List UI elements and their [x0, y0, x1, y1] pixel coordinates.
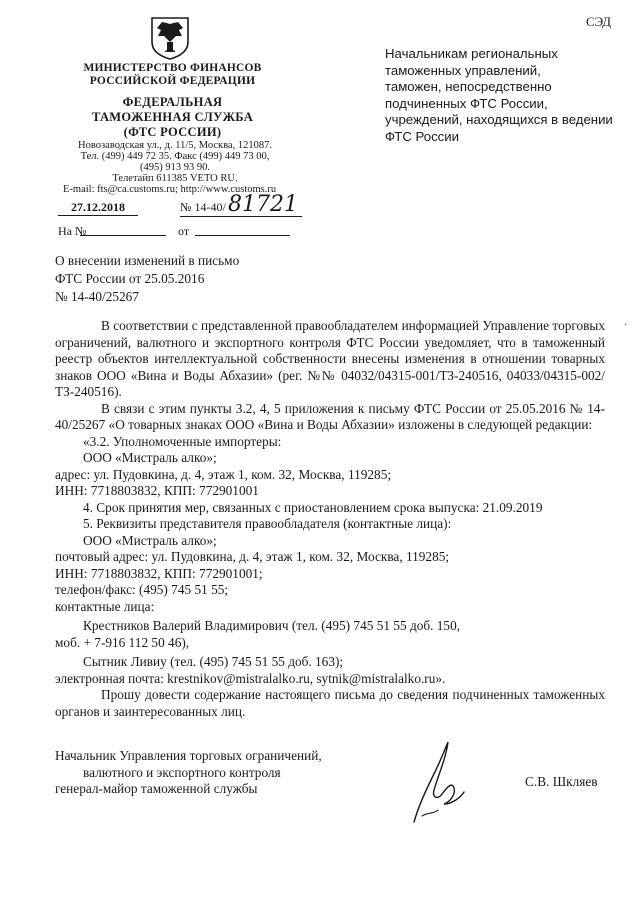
item-3-2-address: адрес: ул. Пудовкина, д. 4, этаж 1, ком. 32, Москва, 119285;	[55, 466, 392, 482]
margin-mark: '	[625, 322, 627, 332]
sender-organization	[60, 62, 285, 140]
address-line-2: Тел. (499) 449 72 35. Факс (499) 449 73 00,	[80, 151, 270, 162]
registration-number-handwritten: 81721	[228, 192, 298, 217]
item-3-2-heading: «3.2. Уполномоченные импортеры:	[83, 433, 282, 449]
address-line-3: (495) 913 93 90.	[140, 162, 210, 173]
signatory-title-line-3: генерал-майор таможенной службы	[55, 781, 258, 796]
recipient-line-6: ФТС России	[385, 128, 459, 144]
registration-number-prefix: № 14-40/	[180, 200, 226, 214]
item-4: 4. Срок принятия мер, связанных с приостановлением срока выпуска: 21.09.2019	[83, 499, 543, 515]
number-underline	[180, 216, 302, 217]
subject-line-1: О внесении изменений в письмо	[55, 253, 240, 268]
item-5-heading: 5. Реквизиты представителя правообладателя (контактные лица):	[83, 516, 452, 531]
letter-subject	[55, 252, 239, 306]
address-line-4: Телетайп 611385 VETO RU.	[112, 173, 238, 184]
signatory-title-line-2: валютного и экспортного контроля	[83, 764, 281, 780]
item-5-phone: телефон/факс: (495) 745 51 55;	[55, 582, 229, 597]
sender-address	[55, 140, 295, 195]
subject-line-3: № 14-40/25267	[55, 289, 139, 304]
reference-number-line	[80, 235, 166, 236]
sed-mark: СЭД	[586, 14, 612, 29]
item-3-2-company: ООО «Мистраль алко»;	[83, 450, 217, 465]
signatory-name: С.В. Шкляев	[525, 774, 598, 789]
item-5-contacts-label: контактные лица:	[55, 598, 155, 614]
item-5-inn: ИНН: 7718803832, КПП: 772901001;	[55, 565, 263, 581]
reference-date-label: от	[178, 224, 190, 238]
contact-sytnik: Сытник Ливиу (тел. (495) 745 51 55 доб. 163);	[83, 654, 344, 669]
body-paragraph-1: В соответствии с представленной правообладателем информацией Управление торговых ограничений, валютного и экспортного контроля ФТС России уведомляет, что в таможенный реестр объектов интеллектуальной собственности внесены изменения в отношении товарных знаков ООО «Вина и Воды Абхазии» (рег. №№ 04032/04315-001/ТЗ-240516, 04033/04315-002/ТЗ-240516).	[55, 318, 605, 399]
coat-of-arms-emblem	[148, 12, 192, 60]
signatory-title	[55, 748, 322, 798]
service-line-1: ФЕДЕРАЛЬНАЯ	[122, 95, 223, 109]
address-line-1: Новозаводская ул., д. 11/5, Москва, 121087.	[78, 140, 272, 151]
signatory-title-line-1: Начальник Управления торговых ограничений,	[55, 748, 322, 763]
recipient-line-1: Начальникам региональных	[385, 46, 558, 61]
recipient-line-4: подчиненных ФТС России,	[385, 95, 548, 111]
service-line-3: (ФТС РОССИИ)	[123, 125, 222, 139]
address-line-5: E-mail: fts@ca.customs.ru; http://www.customs.ru	[63, 184, 277, 195]
recipient-line-2: таможенных управлений,	[385, 62, 541, 78]
subject-line-2: ФТС России от 25.05.2016	[55, 271, 205, 286]
recipient-block	[385, 46, 630, 145]
item-3-2-inn: ИНН: 7718803832, КПП: 772901001	[55, 483, 259, 498]
ministry-line-1: МИНИСТЕРСТВО ФИНАНСОВ	[83, 62, 262, 74]
reference-number-label: На №	[58, 224, 87, 238]
item-5-company: ООО «Мистраль алко»;	[83, 532, 217, 548]
recipient-line-3: таможен, непосредственно	[385, 79, 552, 94]
service-line-2: ТАМОЖЕННАЯ СЛУЖБА	[91, 110, 254, 124]
body-paragraph-3: Прошу довести содержание настоящего письма до сведения подчиненных таможенных органов и заинтересованных лиц.	[55, 687, 605, 719]
contact-krestnikov-mobile: моб. + 7-916 112 50 46),	[55, 634, 190, 650]
body-paragraph-2: В связи с этим пункты 3.2, 4, 5 приложения к письму ФТС России от 25.05.2016 № 14-40/25267 «О товарных знаках ООО «Вина и Воды Абхазии» изложены в следующей редакции:	[55, 400, 605, 432]
reference-date-line	[195, 235, 290, 236]
contact-krestnikov: Крестников Валерий Владимирович (тел. (495) 745 51 55 доб. 150,	[83, 618, 461, 633]
ministry-line-2: РОССИЙСКОЙ ФЕДЕРАЦИИ	[89, 75, 256, 87]
registration-date: 27.12.2018	[58, 200, 138, 216]
recipient-line-5: учреждений, находящихся в ведении	[385, 112, 613, 127]
handwritten-signature	[408, 738, 468, 824]
letter-body	[55, 318, 605, 720]
item-5-email: электронная почта: krestnikov@mistralalko.ru, sytnik@mistralalko.ru».	[55, 670, 446, 686]
item-5-postal-address: почтовый адрес: ул. Пудовкина, д. 4, этаж 1, ком. 32, Москва, 119285;	[55, 549, 450, 564]
